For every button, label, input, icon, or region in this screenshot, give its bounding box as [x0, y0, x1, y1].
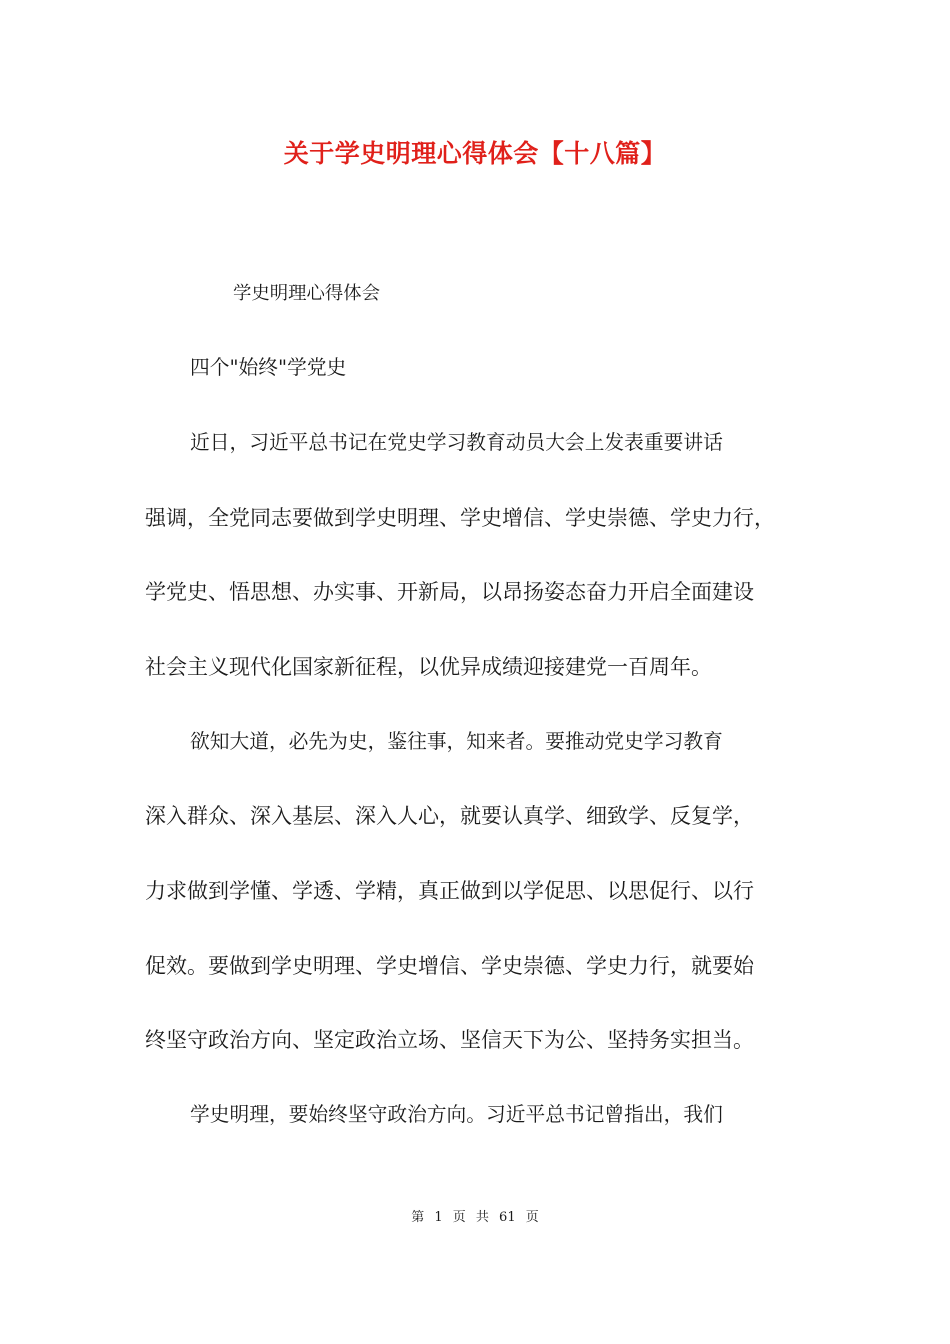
paragraph-line: 社会主义现代化国家新征程，以优异成绩迎接建党一百周年。: [145, 655, 712, 679]
paragraph-line: 学党史、悟思想、办实事、开新局，以昂扬姿态奋力开启全面建设: [145, 580, 754, 604]
paragraph-line: 促效。要做到学史明理、学史增信、学史崇德、学史力行，就要始: [145, 954, 754, 978]
paragraph-line: 欲知大道，必先为史，鉴往事，知来者。要推动党史学习教育: [190, 730, 723, 753]
paragraph-line: 学史明理，要始终坚守政治方向。习近平总书记曾指出，我们: [190, 1103, 723, 1126]
section-heading: 四个"始终"学党史: [190, 356, 347, 379]
paragraph-line: 强调，全党同志要做到学史明理、学史增信、学史崇德、学史力行，: [145, 506, 775, 530]
document-title: 关于学史明理心得体会【十八篇】: [283, 139, 667, 168]
paragraph-line: 力求做到学懂、学透、学精，真正做到以学促思、以思促行、以行: [145, 879, 754, 903]
page-footer: 第 1 页 共 61 页: [411, 1210, 539, 1225]
subtitle-line: 学史明理心得体会: [233, 283, 380, 304]
paragraph-line: 深入群众、深入基层、深入人心，就要认真学、细致学、反复学，: [145, 804, 754, 828]
paragraph-line: 近日，习近平总书记在党史学习教育动员大会上发表重要讲话: [190, 431, 723, 454]
paragraph-line: 终坚守政治方向、坚定政治立场、坚信天下为公、坚持务实担当。: [145, 1028, 754, 1052]
